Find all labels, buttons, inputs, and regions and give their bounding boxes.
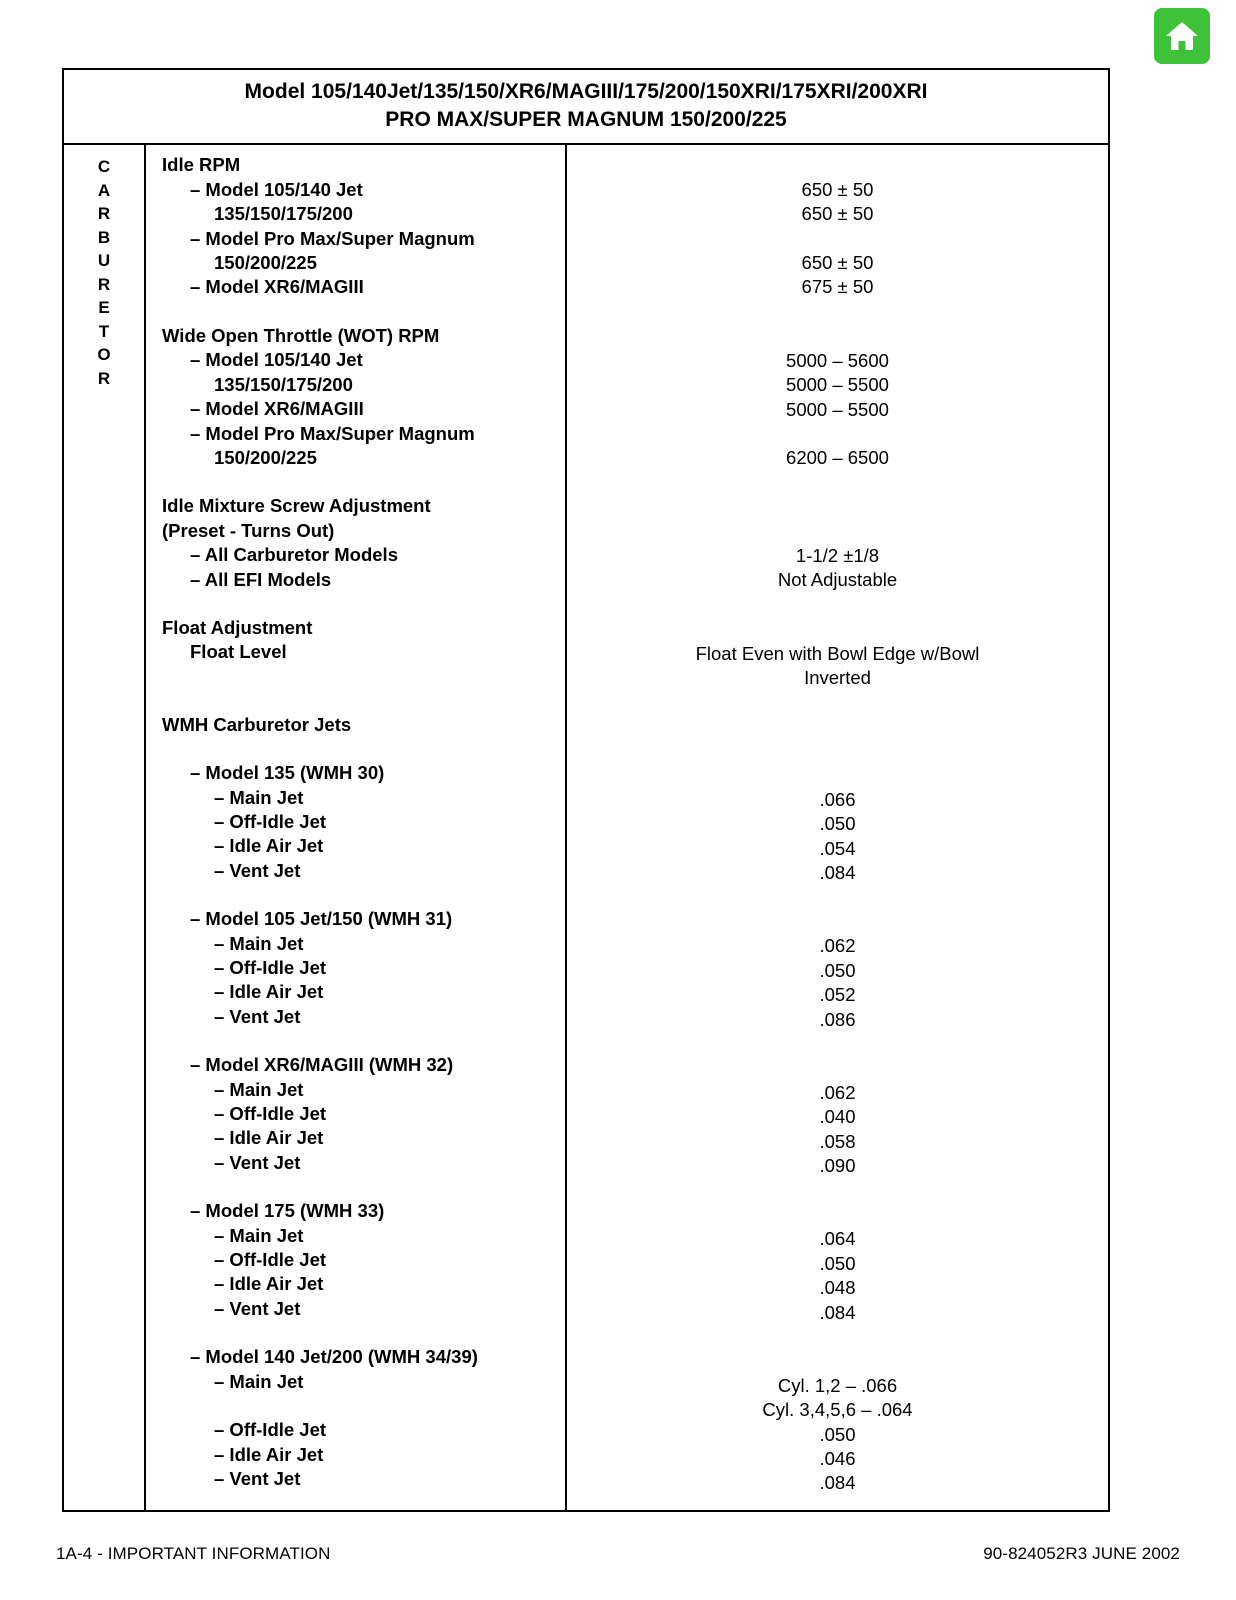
spec-value: .090 [819,1155,856,1177]
spec-value [577,715,1098,739]
spec-value [577,153,1098,177]
vertical-label-letter: U [97,251,111,271]
spec-label: – Model 105/140 Jet [190,178,363,200]
spec-value: .058 [819,1130,856,1152]
home-button[interactable] [1154,8,1210,64]
spec-value: Not Adjustable [777,569,898,591]
spec-value [577,764,1098,788]
spec-label: – Idle Air Jet [214,1273,324,1295]
spec-value: 5000 – 5500 [786,374,889,396]
spec-value: .084 [819,1301,856,1323]
spec-value [577,1032,1098,1056]
spec-value: .050 [819,1423,856,1445]
spec-value [577,617,1098,641]
spec-label: WMH Carburetor Jets [162,713,352,735]
spec-label: – Main Jet [214,1078,304,1100]
spec-value: .066 [819,789,856,810]
spec-label: – Model XR6/MAGIII [190,398,364,420]
spec-value [577,593,1098,617]
footer-left: 1A-4 - IMPORTANT INFORMATION [56,1544,331,1563]
spec-value [577,739,1098,763]
spec-value: .050 [819,813,856,835]
spec-label: – Model 135 (WMH 30) [190,762,385,784]
spec-label: – Off-Idle Jet [214,1249,327,1271]
spec-label: – All Carburetor Models [190,544,398,566]
spec-value: Float Even with Bowl Edge w/Bowl [695,642,980,664]
section-label-column [64,145,146,1509]
spec-label: – Main Jet [214,932,304,954]
spec-label: – Model Pro Max/Super Magnum [190,422,475,444]
spec-label [162,470,565,494]
vertical-label-letter: C [97,157,111,177]
spec-label: – Vent Jet [214,1297,301,1319]
spec-label: 135/150/175/200 [214,203,353,225]
spec-label [162,689,565,713]
spec-label: – Model 105/140 Jet [190,349,363,371]
spec-label: – Main Jet [214,1370,304,1392]
spec-value [577,1056,1098,1080]
spec-label: – Model XR6/MAGIII (WMH 32) [190,1054,454,1076]
spec-value: 650 ± 50 [801,252,874,274]
spec-label [162,883,565,907]
spec-value: .052 [819,984,856,1006]
spec-value: .040 [819,1106,856,1128]
spec-label: – Vent Jet [214,1467,301,1489]
vertical-label-letter: R [97,204,111,224]
spec-value: 5000 – 5600 [786,349,889,371]
spec-label: Idle Mixture Screw Adjustment [162,495,431,517]
spec-label: Idle RPM [162,154,241,176]
spec-label: – All EFI Models [190,568,332,590]
spec-value: Cyl. 1,2 – .066 [777,1374,898,1396]
spec-value: .046 [819,1447,856,1469]
spec-value [577,324,1098,348]
spec-label: – Idle Air Jet [214,1127,324,1149]
spec-value [577,1179,1098,1203]
page-title [64,70,1108,145]
spec-label: – Idle Air Jet [214,835,324,857]
spec-label-column [146,145,567,1509]
spec-value: 6200 – 6500 [786,447,889,469]
spec-label: – Model 140 Jet/200 (WMH 34/39) [190,1346,478,1368]
spec-label: – Off-Idle Jet [214,957,327,978]
spec-table [62,68,1110,1512]
spec-label: – Model 105 Jet/150 (WMH 31) [190,908,453,930]
title-line-1: Model 105/140Jet/135/150/XR6/MAGIII/175/200/150XRI/175XRI/200XRI [244,80,928,103]
page-footer [56,1544,1180,1564]
spec-value [577,520,1098,544]
spec-value [577,1349,1098,1373]
spec-label: – Model 175 (WMH 33) [190,1200,385,1222]
spec-value [577,300,1098,324]
vertical-section-label [97,155,110,1509]
spec-value [577,886,1098,910]
spec-label: Float Adjustment [162,616,313,638]
spec-label: Wide Open Throttle (WOT) RPM [162,324,440,346]
spec-value: .062 [819,1081,856,1103]
spec-value: .062 [819,935,856,957]
vertical-label-letter: R [97,274,111,294]
spec-label: 150/200/225 [214,446,317,468]
spec-value [577,1325,1098,1349]
spec-value: .054 [819,837,856,859]
spec-value: .064 [819,1228,856,1250]
spec-value-column [567,145,1108,1509]
spec-value: .084 [819,1472,856,1494]
spec-value: 1-1/2 ±1/8 [795,544,880,566]
vertical-label-letter: A [97,180,111,200]
vertical-label-letter: E [98,298,110,318]
spec-value: 675 ± 50 [801,276,874,298]
spec-value: 5000 – 5500 [786,398,889,420]
spec-value: .050 [819,1252,856,1274]
spec-label: – Model Pro Max/Super Magnum [190,227,475,249]
vertical-label-letter: B [97,227,111,247]
spec-label: – Off-Idle Jet [214,1103,327,1125]
spec-label: – Off-Idle Jet [214,1419,327,1441]
spec-label: – Main Jet [214,786,304,808]
spec-value [577,1203,1098,1227]
spec-label: – Off-Idle Jet [214,810,327,832]
spec-value: Inverted [804,666,871,688]
spec-value [577,690,1098,714]
vertical-label-letter: R [97,368,111,388]
spec-label: – Idle Air Jet [214,981,324,1003]
spec-label [162,665,565,689]
spec-value: .084 [819,862,856,884]
spec-label [162,737,565,761]
spec-label: Float Level [190,641,287,663]
spec-label: – Main Jet [214,1224,304,1246]
spec-label [162,1175,565,1199]
spec-value: Cyl. 3,4,5,6 – .064 [762,1399,913,1421]
spec-label: – Vent Jet [214,859,301,881]
vertical-label-letter: T [98,321,110,341]
spec-label [162,1029,565,1053]
spec-value: .050 [819,959,856,981]
spec-value: 650 ± 50 [801,203,874,225]
spec-label [162,1321,565,1345]
spec-label: – Idle Air Jet [214,1443,324,1465]
spec-value [577,471,1098,495]
spec-value: .086 [819,1008,856,1030]
spec-value [577,227,1098,251]
spec-label: 150/200/225 [214,252,317,274]
vertical-label-letter: O [97,345,111,365]
title-line-2: PRO MAX/SUPER MAGNUM 150/200/225 [385,107,787,131]
spec-value [577,495,1098,519]
spec-value: 650 ± 50 [801,178,874,200]
footer-right: 90-824052R3 JUNE 2002 [983,1544,1180,1563]
spec-label: (Preset - Turns Out) [162,519,335,541]
spec-value: .048 [819,1277,856,1299]
home-icon [1164,19,1200,53]
spec-label: – Vent Jet [214,1151,301,1173]
spec-label [162,592,565,616]
spec-value [577,910,1098,934]
spec-label: 135/150/175/200 [214,373,353,395]
spec-label [162,300,565,324]
spec-value [577,422,1098,446]
spec-label [162,1394,565,1418]
spec-label: – Model XR6/MAGIII [190,276,364,298]
spec-label: – Vent Jet [214,1005,301,1027]
